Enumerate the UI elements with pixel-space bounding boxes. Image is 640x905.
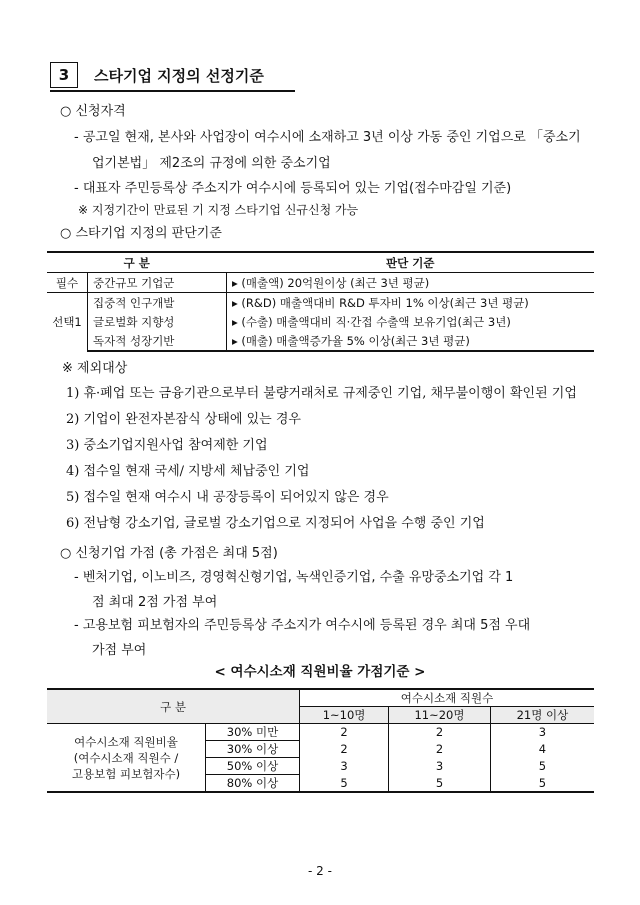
criteria-group: 필수 [47, 273, 88, 293]
size-col: 21명 이상 [490, 707, 594, 724]
criteria-group: 선택1 [47, 293, 88, 352]
criteria-row [47, 293, 594, 313]
criteria-col-standard: 판단 기준 [227, 252, 595, 273]
section-title: 스타기업 지정의 선정기준 [94, 67, 264, 85]
points-value: 5 [389, 775, 491, 793]
points-row-label [47, 724, 206, 793]
criteria-standard: ▸ (매출액) 20억원이상 (최근 3년 평균) [227, 273, 595, 293]
criteria-name: 독자적 성장기반 [88, 331, 227, 351]
points-ratio: 80% 이상 [206, 775, 300, 793]
points-ratio: 30% 미만 [206, 724, 300, 741]
points-row [47, 724, 594, 741]
criteria-name: 집중적 인구개발 [88, 293, 227, 313]
bonus-item-1-line-2: 점 최대 2점 가점 부여 [92, 595, 218, 610]
points-value: 2 [389, 741, 491, 758]
criteria-row [47, 273, 594, 293]
points-col-header: 여수시소재 직원수 [300, 689, 595, 707]
eligibility-item-1-line-1: - 공고일 현재, 본사와 사업장이 여수시에 소재하고 3년 이상 가동 중인 기업으로 「중소기 [74, 130, 581, 145]
points-value: 5 [490, 775, 594, 793]
page-number: - 2 - [308, 864, 332, 878]
exclusions-heading: ※ 제외대상 [62, 361, 128, 376]
points-ratio: 50% 이상 [206, 758, 300, 775]
eligibility-item-2: - 대표자 주민등록상 주소지가 여수시에 등록되어 있는 기업(접수마감일 기준) [74, 181, 512, 196]
exclusion-item-5: 5) 접수일 현재 여수시 내 공장등록이 되어있지 않은 경우 [66, 490, 389, 505]
points-value: 5 [490, 758, 594, 775]
points-value: 3 [490, 724, 594, 741]
points-table-header-row [47, 689, 594, 707]
criteria-table [47, 251, 594, 352]
points-table-title: < 여수시소재 직원비율 가점기준 > [214, 664, 426, 680]
points-table [47, 688, 594, 793]
criteria-col-category: 구 분 [47, 252, 227, 273]
points-row-label-line: 고용보험 피보험자수) [71, 766, 181, 781]
criteria-heading: ○ 스타기업 지정의 판단기준 [60, 226, 222, 241]
exclusion-item-4: 4) 접수일 현재 국세/ 지방세 체납중인 기업 [66, 464, 310, 479]
criteria-row [47, 312, 594, 331]
bonus-item-2-line-1: - 고용보험 피보험자의 주민등록상 주소지가 여수시에 등록된 경우 최대 5점 우대 [74, 618, 531, 633]
size-col: 11~20명 [389, 707, 491, 724]
points-value: 2 [389, 724, 491, 741]
exclusion-item-2: 2) 기업이 완전자본잠식 상태에 있는 경우 [66, 412, 301, 427]
points-value: 3 [300, 758, 389, 775]
eligibility-note: ※ 지정기간이 만료된 기 지정 스타기업 신규신청 가능 [78, 203, 359, 217]
points-value: 5 [300, 775, 389, 793]
criteria-table-header-row [47, 252, 594, 273]
section-header [50, 62, 295, 90]
bonus-item-1-line-1: - 벤처기업, 이노비즈, 경영혁신형기업, 녹색인증기업, 수출 유망중소기업 각 1 [74, 570, 514, 585]
criteria-name: 중간규모 기업군 [88, 273, 227, 293]
points-col-group: 구 분 [47, 689, 300, 724]
eligibility-item-1-line-2: 업기본법」 제2조의 규정에 의한 중소기업 [92, 156, 331, 171]
points-ratio: 30% 이상 [206, 741, 300, 758]
points-row-label-line: (여수시소재 직원수 / [73, 750, 179, 765]
criteria-standard: ▸ (수출) 매출액대비 직·간접 수출액 보유기업(최근 3년) [232, 314, 511, 329]
exclusion-item-6: 6) 전남형 강소기업, 글로벌 강소기업으로 지정되어 사업을 수행 중인 기업 [66, 516, 485, 531]
criteria-row [47, 331, 594, 351]
exclusion-item-3: 3) 중소기업지원사업 참여제한 기업 [66, 438, 268, 453]
bonus-item-2-line-2: 가점 부여 [92, 643, 147, 658]
points-value: 2 [300, 741, 389, 758]
exclusion-item-1: 1) 휴·폐업 또는 금융기관으로부터 불량거래처로 규제중인 기업, 채무불이행이 확인된 기업 [66, 386, 577, 401]
criteria-standard: ▸ (매출) 매출액증가율 5% 이상(최근 3년 평균) [227, 331, 595, 351]
points-row-label-line: 여수시소재 직원비율 [74, 734, 178, 749]
criteria-standard: ▸ (R&D) 매출액대비 R&D 투자비 1% 이상(최근 3년 평균) [232, 295, 529, 310]
section-underline [50, 90, 295, 92]
size-col: 1~10명 [300, 707, 389, 724]
points-value: 3 [389, 758, 491, 775]
eligibility-heading: ○ 신청자격 [60, 104, 126, 119]
section-number: 3 [50, 62, 78, 88]
points-value: 4 [490, 741, 594, 758]
points-value: 2 [300, 724, 389, 741]
criteria-name: 글로벌화 지향성 [88, 312, 227, 331]
bonus-heading: ○ 신청기업 가점 (총 가점은 최대 5점) [60, 546, 278, 561]
